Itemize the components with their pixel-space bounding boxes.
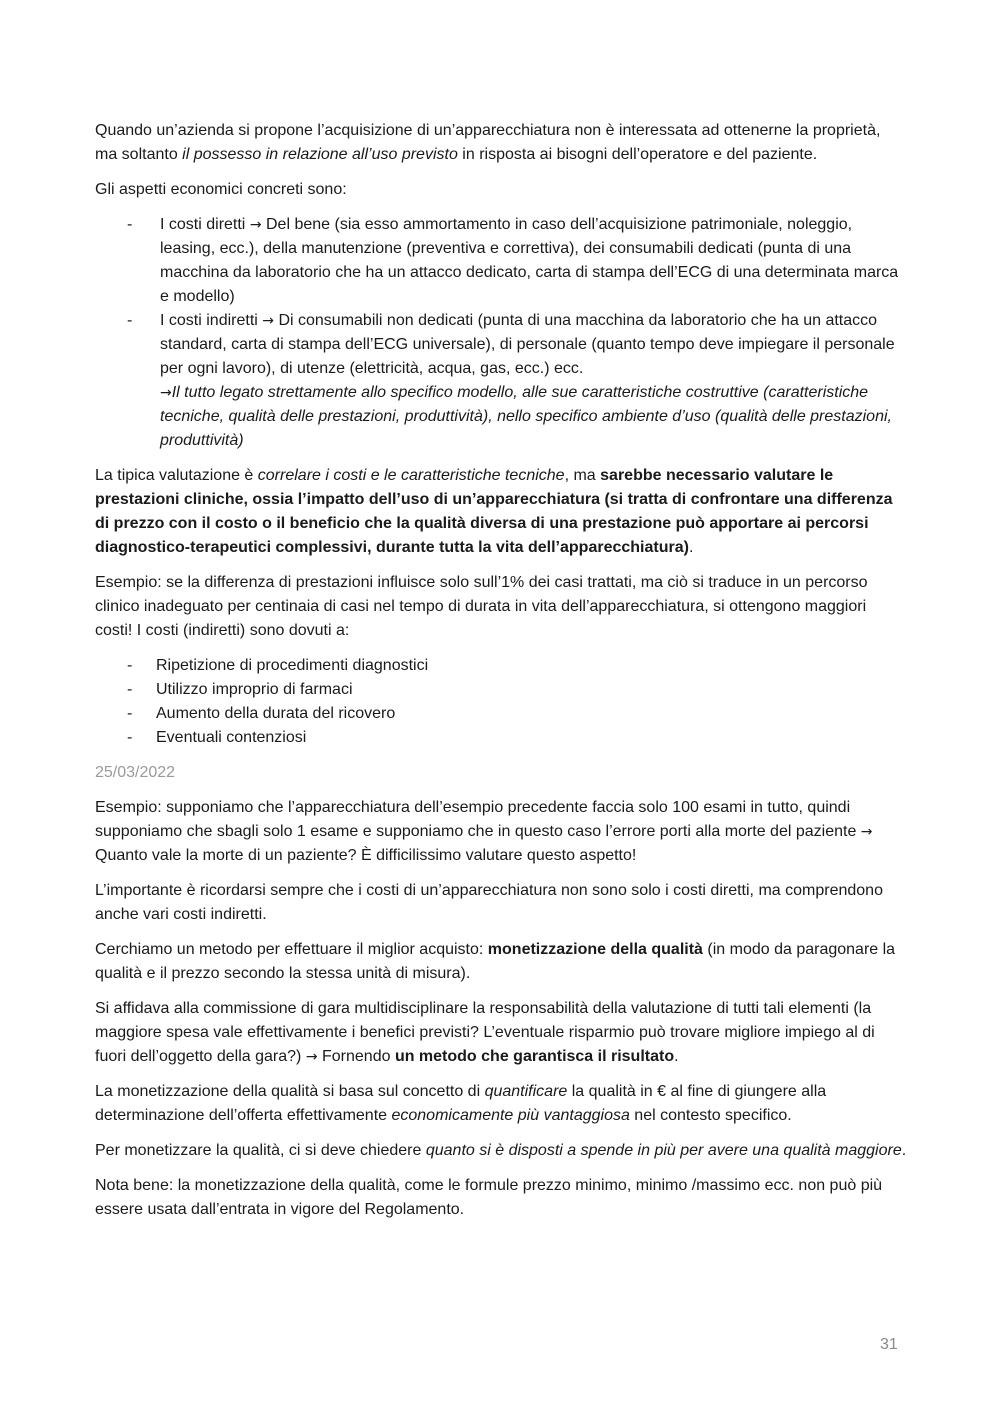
text: Si affidava alla commissione di gara multidisciplinare la responsabilità della valutazione di tutti tali elementi (la maggiore spesa vale effettivamente i benefici previsti? L’eventuale risparmio può trovare migliore impiego al di fuori dell’oggetto della gara?) <box>95 1000 875 1065</box>
lecture-date: 25/03/2022 <box>95 764 176 781</box>
text: Fornendo <box>317 1048 395 1065</box>
dash-bullet: - <box>127 681 133 698</box>
list-item <box>95 654 907 678</box>
list-item <box>95 702 907 726</box>
text: in risposta ai bisogni dell’operatore e del paziente. <box>457 146 818 163</box>
text: (in modo da paragonare la qualità e il prezzo secondo la stessa unità di misura). <box>95 941 896 982</box>
text: la qualità in € al fine di giungere alla determinazione dell’offerta effettivamente <box>95 1083 827 1124</box>
paragraph-how-to-monetize <box>95 1139 907 1163</box>
text: nel contesto specifico. <box>629 1107 792 1124</box>
paragraph-typical-evaluation <box>95 464 907 560</box>
dash-bullet: - <box>127 312 133 329</box>
item-text: Di consumabili non dedicati (punta di una macchina da laboratorio che ha un attacco standard, carta di stampa dell’ECG universale), di personale (quanto tempo deve impiegare il personale per ogni lavoro), di utenze (elettricità, acqua, gas, ecc.) ecc. <box>160 312 895 377</box>
page-number: 31 <box>880 1336 898 1353</box>
paragraph-monetization <box>95 1080 907 1128</box>
item-text: Utilizzo improprio di farmaci <box>156 681 353 698</box>
indirect-costs-list <box>95 654 907 750</box>
paragraph-note: Nota bene: la monetizzazione della qualità, come le formule prezzo minimo, minimo /massimo ecc. non può più essere usata dall’entrata in vigore del Regolamento. <box>95 1177 883 1218</box>
text: Quanto vale la morte di un paziente? È difficilissimo valutare questo aspetto! <box>95 847 637 864</box>
emphasis-text: quanto si è disposti a spende in più per avere una qualità maggiore <box>425 1142 902 1159</box>
list-item-indirect-costs <box>95 309 907 453</box>
emphasis-text: correlare i costi e le caratteristiche tecniche <box>257 467 565 484</box>
arrow-right-icon: → <box>860 824 873 840</box>
emphasis-text: il possesso in relazione all’uso previsto <box>182 146 458 163</box>
arrow-right-icon: → <box>160 385 172 401</box>
item-text: Del bene (sia esso ammortamento in caso dell’acquisizione patrimoniale, noleggio, leasing, ecc.), della manutenzione (preventiva e correttiva), dei consumabili dedicati (punta di una macchina da laboratorio che ha un attacco dedicato, carta di stampa dell’ECG di una determinata marca e modello) <box>160 216 899 305</box>
paragraph-example-death <box>95 796 907 868</box>
paragraph-acquisition <box>95 119 907 167</box>
item-text: Eventuali contenziosi <box>156 729 307 746</box>
arrow-right-icon: → <box>262 313 274 329</box>
document-body <box>95 119 907 1233</box>
emphasis-text: quantificare <box>484 1083 568 1100</box>
text: Esempio: supponiamo che l’apparecchiatura dell’esempio precedente faccia solo 100 esami in tutto, quindi supponiamo che sbagli solo 1 esame e supponiamo che in questo caso l’errore porti alla morte del paziente <box>95 799 861 840</box>
costs-list <box>95 213 907 453</box>
text: La monetizzazione della qualità si basa sul concetto di <box>95 1083 485 1100</box>
text: . <box>901 1142 907 1159</box>
paragraph-remember: L’importante è ricordarsi sempre che i costi di un’apparecchiatura non sono solo i costi diretti, ma comprendono anche vari costi indiretti. <box>95 882 883 923</box>
paragraph-commission <box>95 997 907 1069</box>
list-item-direct-costs <box>95 213 907 309</box>
item-label: I costi diretti <box>160 216 250 233</box>
bold-text: un metodo che garantisca il risultato <box>394 1048 675 1065</box>
bold-text: monetizzazione della qualità <box>487 941 703 958</box>
text: , ma <box>564 467 601 484</box>
bold-text: sarebbe necessario valutare le prestazioni cliniche, ossia l’impatto dell’uso di un’apparecchiatura (si tratta di confrontare una differenza di prezzo con il costo o il beneficio che la qualità diversa di una prestazione può apportare ai percorsi diagnostico-terapeutici complessivi, durante tutta la vita dell’apparecchiatura) <box>95 467 893 556</box>
text: Cerchiamo un metodo per effettuare il miglior acquisto: <box>95 941 488 958</box>
text: Quando un’azienda si propone l’acquisizione di un’apparecchiatura non è interessata ad ottenerne la proprietà, ma soltanto <box>95 122 881 163</box>
item-text: Ripetizione di procedimenti diagnostici <box>156 657 429 674</box>
arrow-right-icon: → <box>249 217 262 233</box>
dash-bullet: - <box>127 216 133 233</box>
item-text: Aumento della durata del ricovero <box>156 705 396 722</box>
dash-bullet: - <box>127 705 133 722</box>
text: La tipica valutazione è <box>95 467 258 484</box>
paragraph-economic-aspects: Gli aspetti economici concreti sono: <box>95 181 347 198</box>
dash-bullet: - <box>127 657 133 674</box>
text: . <box>674 1048 679 1065</box>
emphasis-text: economicamente più vantaggiosa <box>391 1107 630 1124</box>
text: . <box>688 539 694 556</box>
item-note: Il tutto legato strettamente allo specifico modello, alle sue caratteristiche costruttive (caratteristiche tecniche, qualità delle prestazioni, produttività), nello specifico ambiente d’uso (qualità delle prestazioni, produttività) <box>160 384 892 449</box>
paragraph-method <box>95 938 907 986</box>
list-item <box>95 678 907 702</box>
paragraph-example-performance: Esempio: se la differenza di prestazioni influisce solo sull’1% dei casi trattati, ma ciò si traduce in un percorso clinico inadeguato per centinaia di casi nel tempo di durata in vita dell’apparecchiatura, si ottengono maggiori costi! I costi (indiretti) sono dovuti a: <box>95 574 868 639</box>
text: Per monetizzare la qualità, ci si deve chiedere <box>95 1142 426 1159</box>
dash-bullet: - <box>127 729 133 746</box>
arrow-right-icon: → <box>305 1049 318 1065</box>
item-label: I costi indiretti <box>160 312 263 329</box>
list-item <box>95 726 907 750</box>
